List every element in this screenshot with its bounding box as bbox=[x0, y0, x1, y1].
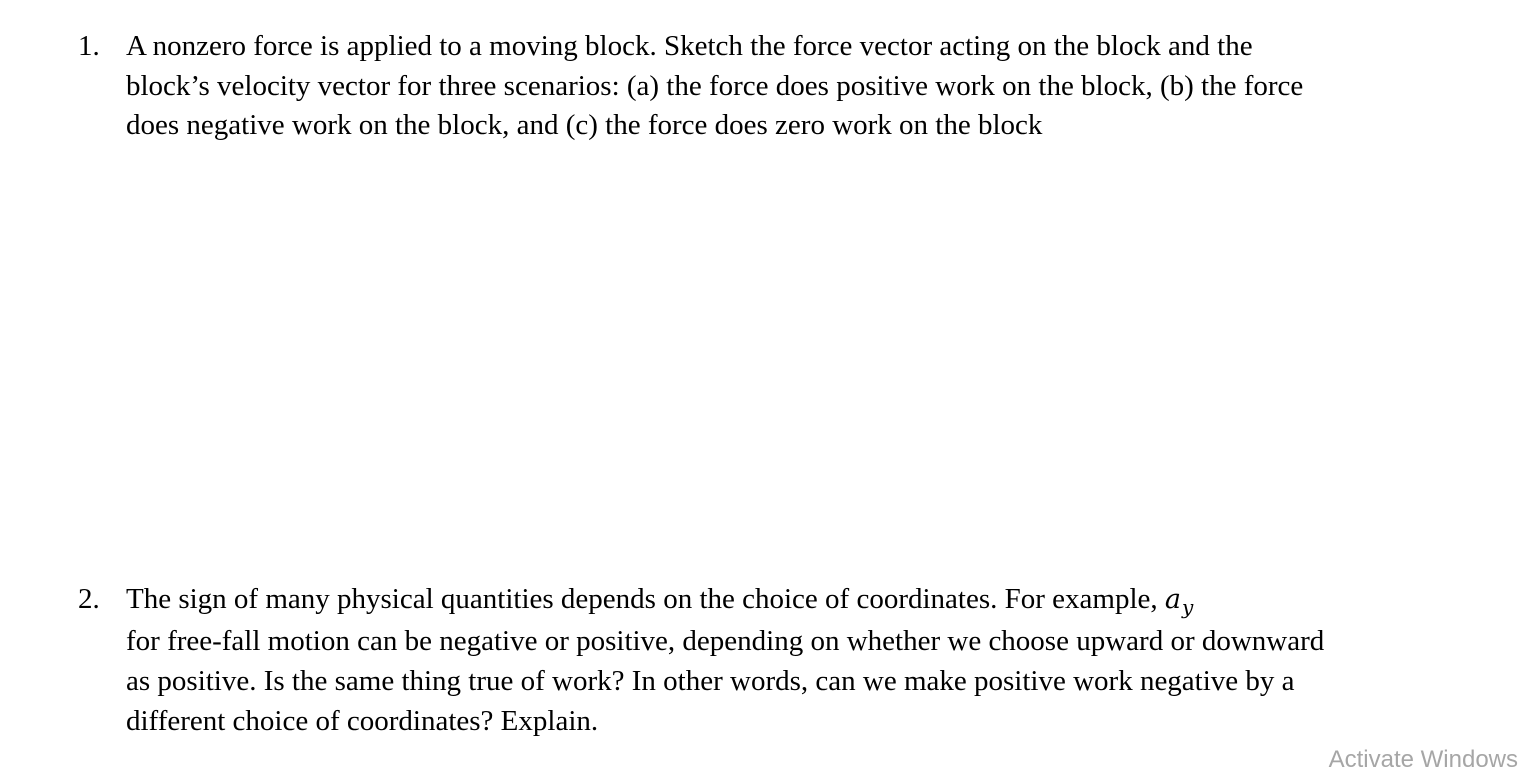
question-text-line: different choice of coordinates? Explain. bbox=[126, 704, 599, 737]
question-number: 2. bbox=[78, 583, 100, 615]
question-text-line: as positive. Is the same thing true of work? In other words, can we make positive work negative by a bbox=[126, 665, 1295, 697]
question-text-line: for free-fall motion can be negative or positive, depending on whether we choose upward or downward bbox=[126, 625, 1325, 657]
question-text-line: block’s velocity vector for three scenarios: (a) the force does positive work on the block, (b) the force bbox=[126, 69, 1304, 102]
question-text-segment: The sign of many physical quantities depends on the choice of coordinates. For example, bbox=[126, 583, 1165, 615]
math-subscript: y bbox=[1182, 595, 1194, 619]
activate-windows-watermark: Activate Windows bbox=[1328, 746, 1518, 773]
question-number: 1. bbox=[78, 30, 100, 62]
question-text-line: does negative work on the block, and (c) the force does zero work on the block bbox=[126, 109, 1043, 141]
question-text-line: A nonzero force is applied to a moving block. Sketch the force vector acting on the block and the bbox=[126, 30, 1253, 62]
question-text-line bbox=[126, 580, 1193, 622]
math-variable: a bbox=[1164, 584, 1181, 615]
